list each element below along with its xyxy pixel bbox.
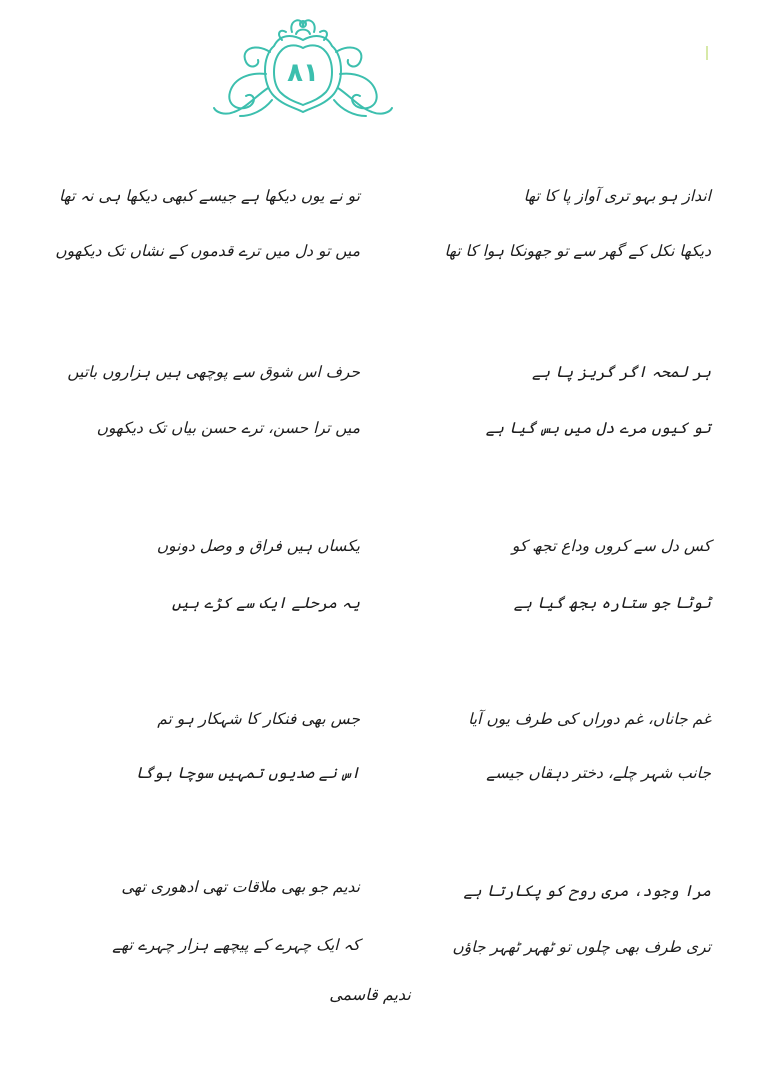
couplet-5-right-line-1: مرا وجود، مری روح کو پکارتا ہے: [463, 882, 711, 900]
couplet-4-right-line-2: جانب شہر چلے، دختر دہقاں جیسے: [486, 764, 711, 782]
couplet-3-left-line-1: یکساں ہیں فراق و وصل دونوں: [156, 537, 360, 555]
poet-signature: ندیم قاسمی: [329, 985, 411, 1004]
couplet-2-right-line-1: ہر لمحہ اگر گریز پا ہے: [531, 363, 711, 381]
couplet-5-left-line-2: کہ ایک چہرے کے پیچھے ہزار چہرے تھے: [112, 936, 360, 954]
couplet-1-right-line-1: انداز ہو بہو تری آواز پا کا تھا: [523, 187, 711, 205]
couplet-5-right-line-2: تری طرف بھی چلوں تو ٹھہر ٹھہر جاؤں: [452, 938, 711, 956]
couplet-1-right-line-2: دیکھا نکل کے گھر سے تو جھونکا ہوا کا تھا: [444, 242, 711, 260]
couplet-4-left-line-2: اس نے صدیوں تمہیں سوچا ہوگا: [135, 764, 360, 782]
couplet-4-left-line-1: جس بھی فنکار کا شہکار ہو تم: [157, 710, 360, 728]
couplet-1-left-line-1: تو نے یوں دیکھا ہے جیسے کبھی دیکھا ہی نہ تھا: [58, 187, 360, 205]
couplet-5-left-line-1: ندیم جو بھی ملاقات تھی ادھوری تھی: [121, 878, 360, 896]
couplet-4-right-line-1: غم جاناں، غم دوراں کی طرف یوں آیا: [468, 710, 711, 728]
couplet-2-left-line-2: میں ترا حسن، ترے حسن بیاں تک دیکھوں: [96, 419, 360, 437]
couplet-3-right-line-1: کس دل سے کروں وداع تجھ کو: [511, 537, 711, 555]
couplet-1-left-line-2: میں تو دل میں ترے قدموں کے نشاں تک دیکھوں: [55, 242, 360, 260]
couplet-2-right-line-2: تو کیوں مرے دل میں بس گیا ہے: [485, 419, 711, 437]
couplet-2-left-line-1: حرف اس شوق سے پوچھی ہیں ہزاروں باتیں: [67, 363, 360, 381]
page-number: ٨١: [287, 58, 319, 88]
couplet-3-left-line-2: یہ مرحلے ایک سے کڑے ہیں: [171, 594, 360, 612]
margin-mark: [706, 46, 708, 60]
page-number-emblem: [210, 12, 396, 122]
couplet-3-right-line-2: ٹوٹا جو ستارہ بجھ گیا ہے: [513, 594, 711, 612]
